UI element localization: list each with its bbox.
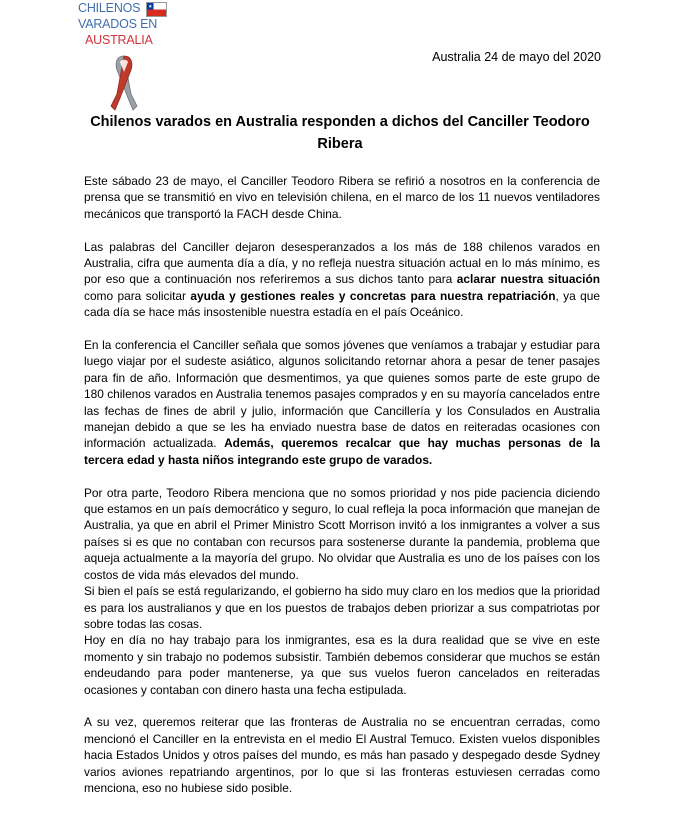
paragraph-3 xyxy=(84,337,600,468)
chile-flag-icon xyxy=(146,2,167,17)
paragraph-6: Hoy en día no hay trabajo para los inmigrantes, esa es la dura realidad que se vive en este momento y sin trabajo no podemos subsistir. También debemos considerar que muchos se están endeudando para poder mantenerse, ya que sus vuelos fueron cancelados en reiteradas ocasiones y contaban con dinero hasta una fecha estipulada. xyxy=(84,633,600,697)
paragraph-2 xyxy=(84,239,600,321)
logo-line-3: AUSTRALIA xyxy=(85,33,153,47)
paragraph-7: A su vez, queremos reiterar que las fronteras de Australia no se encuentran cerradas, como mencionó el Canciller en la entrevista en el medio El Austral Temuco. Existen vuelos disponibles hacia Estados Unidos y otros países del mundo, es más han pasado y despegado desde Sydney varios aviones repatriando argentinos, por lo que si las fronteras estuviesen cerradas como menciona, eso no hubiese sido posible. xyxy=(84,715,600,795)
document-date: Australia 24 de mayo del 2020 xyxy=(432,50,601,64)
document-title: Chilenos varados en Australia responden a dichos del Canciller Teodoro Ribera xyxy=(90,114,590,152)
paragraph-4: Por otra parte, Teodoro Ribera menciona que no somos prioridad y nos pide paciencia diciendo que estamos en un país democrático y seguro, lo cual refleja la poca información que manejan de Australia, ya que en abril el Primer Ministro Scott Morrison invitó a los inmigrantes a volver a sus países si es que no contaban con recursos para sostenerse durante la pandemia, problema que aqueja actualmente a la mayoría del grupo. No olvidar que Australia es uno de los países con los costos de vida más elevados del mundo. xyxy=(84,485,600,582)
paragraph-2-emphasis-2: ayuda y gestiones reales y concretas para nuestra repatriación xyxy=(190,288,556,303)
logo-line-1: CHILENOS xyxy=(78,1,141,15)
document-body xyxy=(84,173,600,796)
logo xyxy=(78,0,168,112)
paragraph-3-text: En la conferencia el Canciller señala que somos jóvenes que veníamos a trabajar y estudiar para luego viajar por el sudeste asiático, algunos solicitando retornar ahora a pesar de tener pasajes para fin de año. Información que desmentimos, ya que quienes somos parte de este grupo de 180 chilenos varados en Australia tenemos pasajes comprados y en su mayoría cancelados entre las fechas de fines de abril y julio, información que Cancillería y los Consulados en Australia manejan debido a que se les ha enviado nuestra base de datos en reiteradas ocasiones con información actualizada. xyxy=(84,338,600,451)
paragraph-2-emphasis-1: aclarar nuestra situación xyxy=(456,272,600,287)
paragraph-2-text: como para solicitar xyxy=(84,288,191,303)
paragraph-2-text: , ya que cada día se hace más insostenible nuestra estadía en el país Oceánico. xyxy=(84,288,600,320)
paragraph-3-emphasis: Además, queremos recalcar que hay muchas personas de la tercera edad y hasta niños integrando este grupo de varados. xyxy=(84,436,600,467)
paragraph-1: Este sábado 23 de mayo, el Canciller Teodoro Ribera se refirió a nosotros en la conferencia de prensa que se transmitió en vivo en televisión chilena, en el marco de los 11 nuevos ventiladores mecánicos que transportó la FACH desde China. xyxy=(84,174,600,221)
paragraph-5: Si bien el país se está regularizando, el gobierno ha sido muy claro en los medios que la prioridad es para los australianos y que en los puestos de trabajos deben priorizar a sus compatriotas por sobre todas las cosas. xyxy=(84,584,600,631)
awareness-ribbon-icon xyxy=(106,50,142,114)
paragraph-2-text: Las palabras del Canciller dejaron desesperanzados a los más de 188 chilenos varados en Australia, cifra que aumenta día a día, y no refleja nuestra situación actual en lo más mínimo, es por eso que a continuación nos referiremos a sus dichos tanto para xyxy=(84,239,600,287)
logo-line-2: VARADOS EN xyxy=(78,17,158,31)
